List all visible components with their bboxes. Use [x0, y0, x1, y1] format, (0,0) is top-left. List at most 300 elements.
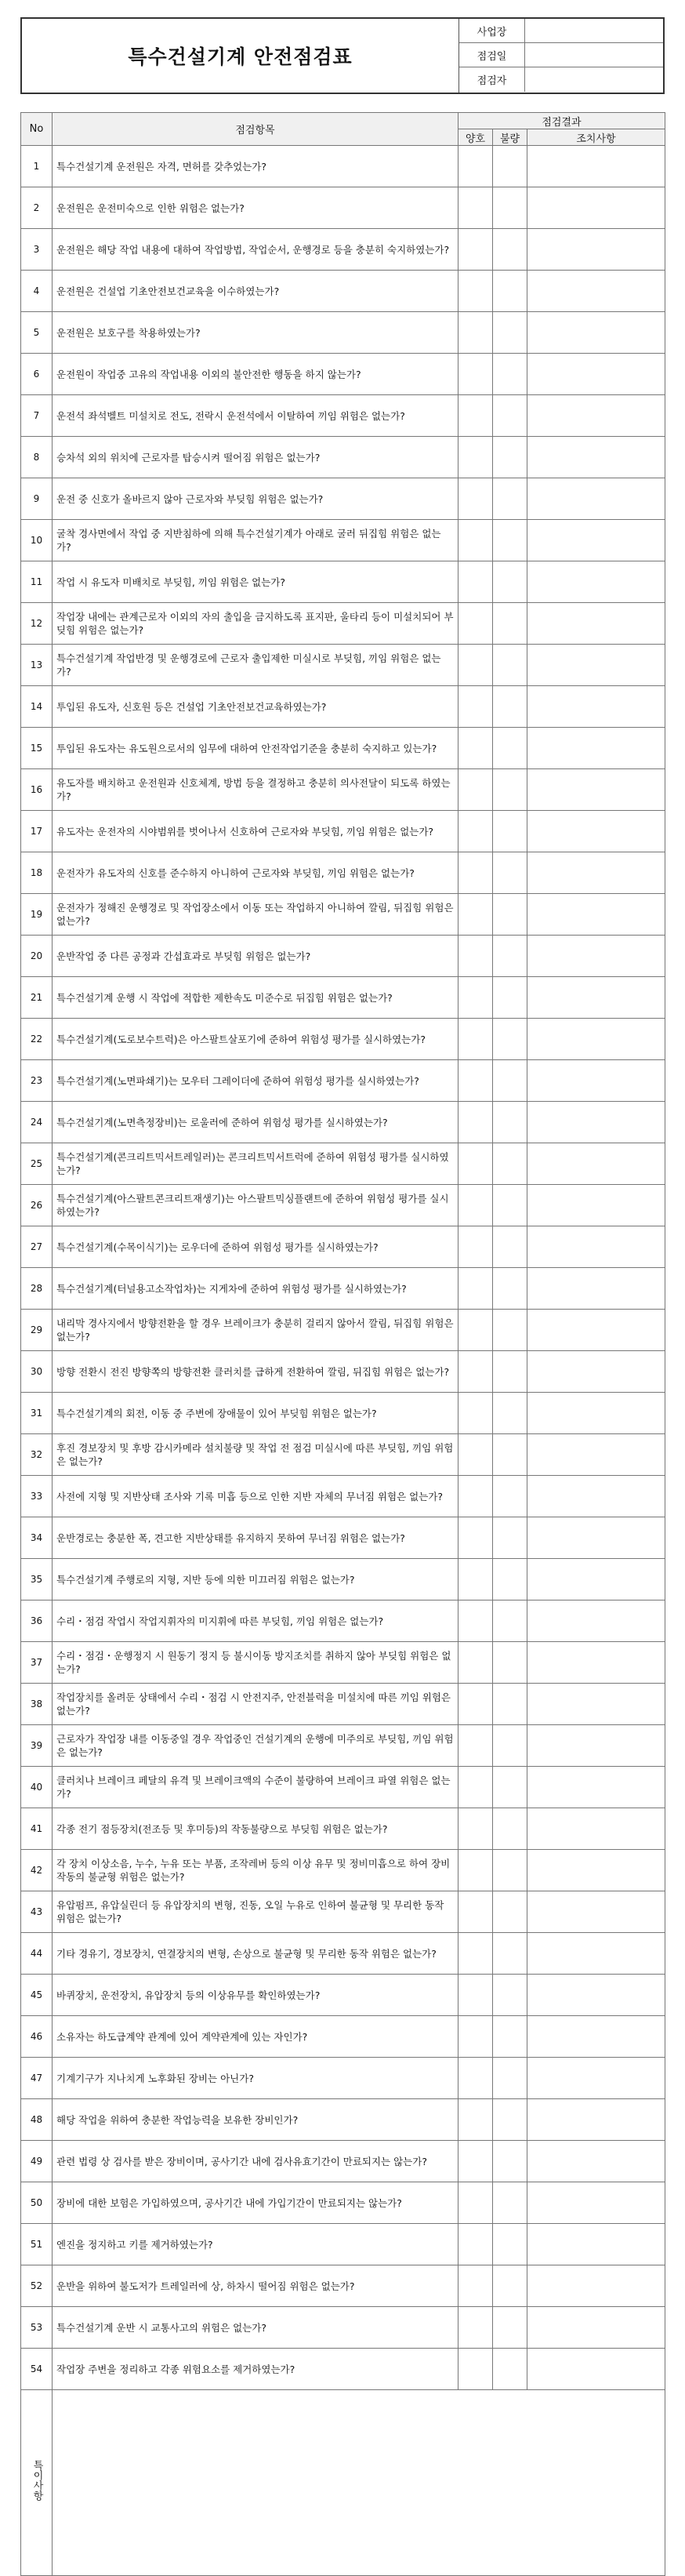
bad-check-cell[interactable]: [493, 2349, 527, 2390]
good-check-cell[interactable]: [458, 1891, 493, 1933]
bad-check-cell[interactable]: [493, 1060, 527, 1102]
action-cell[interactable]: [527, 1310, 665, 1351]
row-number: 38: [21, 1684, 53, 1725]
check-item-text: 특수건설기계(수목이식기)는 로우더에 준하여 위험성 평가를 실시하였는가?: [53, 1226, 458, 1268]
col-header-good: 양호: [458, 129, 493, 146]
inspector-row: [459, 67, 663, 92]
good-check-cell[interactable]: [458, 1559, 493, 1600]
check-item-text: 유도자를 배치하고 운전원과 신호체계, 방법 등을 결정하고 충분히 의사전달이 되도록 하였는가?: [53, 769, 458, 811]
bad-check-cell[interactable]: [493, 1642, 527, 1684]
check-item-text: 작업장 주변을 정리하고 각종 위험요소를 제거하였는가?: [53, 2349, 458, 2390]
action-cell[interactable]: [527, 977, 665, 1019]
bad-check-cell[interactable]: [493, 2182, 527, 2224]
action-cell[interactable]: [527, 2016, 665, 2058]
table-row: [21, 2224, 665, 2265]
good-check-cell[interactable]: [458, 1600, 493, 1642]
special-notes-field[interactable]: [53, 2390, 665, 2576]
col-header-item: 점검항목: [53, 113, 458, 146]
good-check-cell[interactable]: [458, 1102, 493, 1143]
date-label: 점검일: [459, 43, 525, 67]
good-check-cell[interactable]: [458, 1933, 493, 1975]
document-title: 특수건설기계 안전점검표: [22, 19, 459, 93]
bad-check-cell[interactable]: [493, 2141, 527, 2182]
good-check-cell[interactable]: [458, 1310, 493, 1351]
table-row: [21, 187, 665, 229]
check-item-text: 소유자는 하도급계약 관계에 있어 계약관계에 있는 자인가?: [53, 2016, 458, 2058]
table-row: [21, 1102, 665, 1143]
check-item-text: 유압펌프, 유압실린더 등 유압장치의 변형, 진동, 오일 누유로 인하여 불균형 및 무리한 동작 위험은 없는가?: [53, 1891, 458, 1933]
check-item-text: 승차석 외의 위치에 근로자를 탑승시켜 떨어짐 위험은 없는가?: [53, 437, 458, 478]
action-cell[interactable]: [527, 728, 665, 769]
good-check-cell[interactable]: [458, 1185, 493, 1226]
row-number: 4: [21, 271, 53, 312]
action-cell[interactable]: [527, 1684, 665, 1725]
bad-check-cell[interactable]: [493, 1310, 527, 1351]
good-check-cell[interactable]: [458, 2265, 493, 2307]
bad-check-cell[interactable]: [493, 894, 527, 936]
table-row: [21, 146, 665, 187]
table-row: [21, 2307, 665, 2349]
bad-check-cell[interactable]: [493, 977, 527, 1019]
bad-check-cell[interactable]: [493, 2099, 527, 2141]
bad-check-cell[interactable]: [493, 437, 527, 478]
check-item-text: 후진 경보장치 및 후방 감시카메라 설치불량 및 작업 전 점검 미실시에 따른 부딪힘, 끼임 위험은 없는가?: [53, 1434, 458, 1476]
site-row: [459, 19, 663, 43]
action-cell[interactable]: [527, 2099, 665, 2141]
good-check-cell[interactable]: [458, 977, 493, 1019]
bad-check-cell[interactable]: [493, 1933, 527, 1975]
row-number: 14: [21, 686, 53, 728]
action-cell[interactable]: [527, 2307, 665, 2349]
action-cell[interactable]: [527, 894, 665, 936]
table-row: [21, 1600, 665, 1642]
bad-check-cell[interactable]: [493, 2058, 527, 2099]
action-cell[interactable]: [527, 1351, 665, 1393]
bad-check-cell[interactable]: [493, 229, 527, 271]
bad-check-cell[interactable]: [493, 1725, 527, 1767]
action-cell[interactable]: [527, 1517, 665, 1559]
good-check-cell[interactable]: [458, 728, 493, 769]
check-item-text: 특수건설기계(콘크리트믹서트레일러)는 콘크리트믹서트럭에 준하여 위험성 평가를 실시하였는가?: [53, 1143, 458, 1185]
table-row: [21, 312, 665, 354]
good-check-cell[interactable]: [458, 603, 493, 645]
col-header-no: No: [21, 113, 53, 146]
special-notes-label: [21, 2390, 53, 2576]
good-check-cell[interactable]: [458, 478, 493, 520]
check-item-text: 작업장치를 올려둔 상태에서 수리・점검 시 안전지주, 안전블럭을 미설치에 따른 끼임 위험은 없는가?: [53, 1684, 458, 1725]
check-item-text: 엔진을 정지하고 키를 제거하였는가?: [53, 2224, 458, 2265]
good-check-cell[interactable]: [458, 1684, 493, 1725]
bad-check-cell[interactable]: [493, 686, 527, 728]
row-number: 41: [21, 1808, 53, 1850]
check-item-text: 기계기구가 지나치게 노후화된 장비는 아닌가?: [53, 2058, 458, 2099]
action-cell[interactable]: [527, 520, 665, 561]
good-check-cell[interactable]: [458, 852, 493, 894]
good-check-cell[interactable]: [458, 561, 493, 603]
action-cell[interactable]: [527, 1226, 665, 1268]
table-row: [21, 811, 665, 852]
bad-check-cell[interactable]: [493, 1600, 527, 1642]
action-cell[interactable]: [527, 1060, 665, 1102]
table-row: [21, 769, 665, 811]
row-number: 2: [21, 187, 53, 229]
check-item-text: 내리막 경사지에서 방향전환을 할 경우 브레이크가 충분히 걸리지 않아서 깔림, 뒤집힘 위험은 없는가?: [53, 1310, 458, 1351]
action-cell[interactable]: [527, 395, 665, 437]
action-cell[interactable]: [527, 1933, 665, 1975]
good-check-cell[interactable]: [458, 395, 493, 437]
good-check-cell[interactable]: [458, 894, 493, 936]
row-number: 13: [21, 645, 53, 686]
check-item-text: 사전에 지형 및 지반상태 조사와 기록 미흡 등으로 인한 지반 자체의 무너짐 위험은 없는가?: [53, 1476, 458, 1517]
bad-check-cell[interactable]: [493, 728, 527, 769]
check-item-text: 운전자가 유도자의 신호를 준수하지 아니하여 근로자와 부딪힘, 끼임 위험은 없는가?: [53, 852, 458, 894]
row-number: 21: [21, 977, 53, 1019]
table-row: [21, 271, 665, 312]
table-row: [21, 603, 665, 645]
action-cell[interactable]: [527, 603, 665, 645]
action-cell[interactable]: [527, 1476, 665, 1517]
good-check-cell[interactable]: [458, 1808, 493, 1850]
check-item-text: 바퀴장치, 운전장치, 유압장치 등의 이상유무를 확인하였는가?: [53, 1975, 458, 2016]
check-item-text: 작업 시 유도자 미배치로 부딪힘, 끼임 위험은 없는가?: [53, 561, 458, 603]
good-check-cell[interactable]: [458, 229, 493, 271]
good-check-cell[interactable]: [458, 1434, 493, 1476]
check-item-text: 운반경로는 충분한 폭, 견고한 지반상태를 유지하지 못하여 무너짐 위험은 없는가?: [53, 1517, 458, 1559]
table-row: [21, 1351, 665, 1393]
bad-check-cell[interactable]: [493, 1559, 527, 1600]
table-row: [21, 1268, 665, 1310]
col-header-bad: 불량: [493, 129, 527, 146]
good-check-cell[interactable]: [458, 1642, 493, 1684]
check-item-text: 운전 중 신호가 올바르지 않아 근로자와 부딪힘 위험은 없는가?: [53, 478, 458, 520]
check-item-text: 관련 법령 상 검사를 받은 장비이며, 공사기간 내에 검사유효기간이 만료되지는 않는가?: [53, 2141, 458, 2182]
check-item-text: 특수건설기계의 회전, 이동 중 주변에 장애물이 있어 부딪힘 위험은 없는가?: [53, 1393, 458, 1434]
check-item-text: 각종 전기 점등장치(전조등 및 후미등)의 작동불량으로 부딪힘 위험은 없는가?: [53, 1808, 458, 1850]
table-row: [21, 852, 665, 894]
check-item-text: 운반작업 중 다른 공정과 간섭효과로 부딪힘 위험은 없는가?: [53, 936, 458, 977]
good-check-cell[interactable]: [458, 2141, 493, 2182]
bad-check-cell[interactable]: [493, 811, 527, 852]
action-cell[interactable]: [527, 312, 665, 354]
row-number: 42: [21, 1850, 53, 1891]
table-row: [21, 2182, 665, 2224]
action-cell[interactable]: [527, 354, 665, 395]
good-check-cell[interactable]: [458, 2099, 493, 2141]
check-item-text: 특수건설기계 작업반경 및 운행경로에 근로자 출입제한 미실시로 부딪힘, 끼임 위험은 없는가?: [53, 645, 458, 686]
good-check-cell[interactable]: [458, 2016, 493, 2058]
special-notes-text: 특이사항: [31, 2459, 43, 2501]
good-check-cell[interactable]: [458, 1019, 493, 1060]
action-cell[interactable]: [527, 2349, 665, 2390]
bad-check-cell[interactable]: [493, 1434, 527, 1476]
good-check-cell[interactable]: [458, 2307, 493, 2349]
bad-check-cell[interactable]: [493, 2224, 527, 2265]
row-number: 27: [21, 1226, 53, 1268]
bad-check-cell[interactable]: [493, 395, 527, 437]
row-number: 43: [21, 1891, 53, 1933]
bad-check-cell[interactable]: [493, 187, 527, 229]
action-cell[interactable]: [527, 1808, 665, 1850]
bad-check-cell[interactable]: [493, 1019, 527, 1060]
action-cell[interactable]: [527, 1185, 665, 1226]
row-number: 5: [21, 312, 53, 354]
row-number: 53: [21, 2307, 53, 2349]
check-item-text: 특수건설기계 주행로의 지형, 지반 등에 의한 미끄러짐 위험은 없는가?: [53, 1559, 458, 1600]
row-number: 40: [21, 1767, 53, 1808]
table-row: [21, 1891, 665, 1933]
bad-check-cell[interactable]: [493, 1393, 527, 1434]
col-header-action: 조치사항: [527, 129, 665, 146]
table-row: [21, 2349, 665, 2390]
bad-check-cell[interactable]: [493, 1891, 527, 1933]
header-block: [20, 17, 665, 94]
row-number: 35: [21, 1559, 53, 1600]
action-cell[interactable]: [527, 852, 665, 894]
check-item-text: 특수건설기계 운행 시 작업에 적합한 제한속도 미준수로 뒤집힘 위험은 없는가?: [53, 977, 458, 1019]
bad-check-cell[interactable]: [493, 2016, 527, 2058]
site-field[interactable]: [525, 19, 663, 42]
action-cell[interactable]: [527, 1642, 665, 1684]
date-row: [459, 43, 663, 67]
good-check-cell[interactable]: [458, 1060, 493, 1102]
bad-check-cell[interactable]: [493, 1226, 527, 1268]
good-check-cell[interactable]: [458, 354, 493, 395]
action-cell[interactable]: [527, 2224, 665, 2265]
row-number: 46: [21, 2016, 53, 2058]
row-number: 49: [21, 2141, 53, 2182]
row-number: 48: [21, 2099, 53, 2141]
action-cell[interactable]: [527, 2265, 665, 2307]
table-row: [21, 1060, 665, 1102]
bad-check-cell[interactable]: [493, 1767, 527, 1808]
row-number: 32: [21, 1434, 53, 1476]
bad-check-cell[interactable]: [493, 603, 527, 645]
action-cell[interactable]: [527, 1143, 665, 1185]
bad-check-cell[interactable]: [493, 1102, 527, 1143]
table-row: [21, 1185, 665, 1226]
inspector-field[interactable]: [525, 67, 663, 92]
table-row: [21, 478, 665, 520]
check-item-text: 방향 전환시 전진 방향쪽의 방향전환 클러치를 급하게 전환하여 깔림, 뒤집힘 위험은 없는가?: [53, 1351, 458, 1393]
bad-check-cell[interactable]: [493, 271, 527, 312]
good-check-cell[interactable]: [458, 1351, 493, 1393]
row-number: 54: [21, 2349, 53, 2390]
action-cell[interactable]: [527, 1600, 665, 1642]
action-cell[interactable]: [527, 1434, 665, 1476]
bad-check-cell[interactable]: [493, 1476, 527, 1517]
table-row: [21, 1933, 665, 1975]
action-cell[interactable]: [527, 561, 665, 603]
action-cell[interactable]: [527, 686, 665, 728]
row-number: 30: [21, 1351, 53, 1393]
table-row: [21, 686, 665, 728]
check-item-text: 운전원은 건설업 기초안전보건교육을 이수하였는가?: [53, 271, 458, 312]
good-check-cell[interactable]: [458, 520, 493, 561]
bad-check-cell[interactable]: [493, 1143, 527, 1185]
good-check-cell[interactable]: [458, 2224, 493, 2265]
check-item-text: 장비에 대한 보험은 가입하였으며, 공사기간 내에 가입기간이 만료되지는 않는가?: [53, 2182, 458, 2224]
action-cell[interactable]: [527, 1559, 665, 1600]
action-cell[interactable]: [527, 229, 665, 271]
bad-check-cell[interactable]: [493, 1351, 527, 1393]
date-field[interactable]: [525, 43, 663, 67]
action-cell[interactable]: [527, 271, 665, 312]
site-label: 사업장: [459, 19, 525, 42]
table-row: [21, 1684, 665, 1725]
good-check-cell[interactable]: [458, 271, 493, 312]
good-check-cell[interactable]: [458, 2058, 493, 2099]
row-number: 10: [21, 520, 53, 561]
action-cell[interactable]: [527, 1268, 665, 1310]
bad-check-cell[interactable]: [493, 2307, 527, 2349]
bad-check-cell[interactable]: [493, 520, 527, 561]
good-check-cell[interactable]: [458, 686, 493, 728]
bad-check-cell[interactable]: [493, 936, 527, 977]
bad-check-cell[interactable]: [493, 1517, 527, 1559]
good-check-cell[interactable]: [458, 936, 493, 977]
row-number: 1: [21, 146, 53, 187]
bad-check-cell[interactable]: [493, 354, 527, 395]
good-check-cell[interactable]: [458, 1143, 493, 1185]
row-number: 31: [21, 1393, 53, 1434]
row-number: 26: [21, 1185, 53, 1226]
good-check-cell[interactable]: [458, 1725, 493, 1767]
good-check-cell[interactable]: [458, 312, 493, 354]
bad-check-cell[interactable]: [493, 312, 527, 354]
row-number: 37: [21, 1642, 53, 1684]
action-cell[interactable]: [527, 1767, 665, 1808]
action-cell[interactable]: [527, 811, 665, 852]
row-number: 23: [21, 1060, 53, 1102]
check-item-text: 작업장 내에는 관계근로자 이외의 자의 출입을 금지하도록 표지판, 울타리 등이 미설치되어 부딪힘 위험은 없는가?: [53, 603, 458, 645]
good-check-cell[interactable]: [458, 1226, 493, 1268]
bad-check-cell[interactable]: [493, 561, 527, 603]
good-check-cell[interactable]: [458, 769, 493, 811]
action-cell[interactable]: [527, 2141, 665, 2182]
row-number: 45: [21, 1975, 53, 2016]
row-number: 33: [21, 1476, 53, 1517]
check-item-text: 특수건설기계 운전원은 자격, 면허를 갖추었는가?: [53, 146, 458, 187]
check-item-text: 특수건설기계(노면파쇄기)는 모우터 그레이더에 준하여 위험성 평가를 실시하였는가?: [53, 1060, 458, 1102]
check-item-text: 수리・점검 작업시 작업지휘자의 미지휘에 따른 부딪힘, 끼임 위험은 없는가?: [53, 1600, 458, 1642]
row-number: 52: [21, 2265, 53, 2307]
action-cell[interactable]: [527, 146, 665, 187]
action-cell[interactable]: [527, 1019, 665, 1060]
action-cell[interactable]: [527, 1891, 665, 1933]
col-header-result: 점검결과: [458, 113, 665, 129]
row-number: 7: [21, 395, 53, 437]
action-cell[interactable]: [527, 769, 665, 811]
check-item-text: 투입된 유도자, 신호원 등은 건설업 기초안전보건교육하였는가?: [53, 686, 458, 728]
table-row: [21, 2016, 665, 2058]
table-row: [21, 1642, 665, 1684]
action-cell[interactable]: [527, 2058, 665, 2099]
good-check-cell[interactable]: [458, 1393, 493, 1434]
action-cell[interactable]: [527, 1850, 665, 1891]
row-number: 6: [21, 354, 53, 395]
good-check-cell[interactable]: [458, 1517, 493, 1559]
action-cell[interactable]: [527, 645, 665, 686]
good-check-cell[interactable]: [458, 1975, 493, 2016]
check-item-text: 특수건설기계(터널용고소작업차)는 지게차에 준하여 위험성 평가를 실시하였는가?: [53, 1268, 458, 1310]
table-row: [21, 977, 665, 1019]
action-cell[interactable]: [527, 1393, 665, 1434]
table-row: [21, 1975, 665, 2016]
bad-check-cell[interactable]: [493, 852, 527, 894]
table-row: [21, 2141, 665, 2182]
check-item-text: 수리・점검・운행정지 시 원동기 정지 등 불시이동 방지조치를 취하지 않아 부딪힘 위험은 없는가?: [53, 1642, 458, 1684]
row-number: 47: [21, 2058, 53, 2099]
row-number: 3: [21, 229, 53, 271]
good-check-cell[interactable]: [458, 1850, 493, 1891]
check-item-text: 운전원은 보호구를 착용하였는가?: [53, 312, 458, 354]
good-check-cell[interactable]: [458, 1476, 493, 1517]
table-row: [21, 2265, 665, 2307]
action-cell[interactable]: [527, 437, 665, 478]
action-cell[interactable]: [527, 1725, 665, 1767]
check-item-text: 근로자가 작업장 내를 이동중일 경우 작업중인 건설기계의 운행에 미주의로 부딪힘, 끼임 위험은 없는가?: [53, 1725, 458, 1767]
bad-check-cell[interactable]: [493, 1185, 527, 1226]
check-item-text: 각 장치 이상소음, 누수, 누유 또는 부품, 조작레버 등의 이상 유무 및 정비미흡으로 하여 장비작동의 불균형 위험은 없는가?: [53, 1850, 458, 1891]
action-cell[interactable]: [527, 2182, 665, 2224]
check-item-text: 특수건설기계(아스팔트콘크리트재생기)는 아스팔트믹싱플랜트에 준하여 위험성 평가를 실시하였는가?: [53, 1185, 458, 1226]
good-check-cell[interactable]: [458, 1767, 493, 1808]
row-number: 8: [21, 437, 53, 478]
bad-check-cell[interactable]: [493, 1975, 527, 2016]
table-row: [21, 437, 665, 478]
bad-check-cell[interactable]: [493, 478, 527, 520]
good-check-cell[interactable]: [458, 1268, 493, 1310]
row-number: 15: [21, 728, 53, 769]
check-item-text: 투입된 유도자는 유도원으로서의 임무에 대하여 안전작업기준을 충분히 숙지하고 있는가?: [53, 728, 458, 769]
bad-check-cell[interactable]: [493, 1808, 527, 1850]
table-row: [21, 354, 665, 395]
table-row: [21, 894, 665, 936]
action-cell[interactable]: [527, 1975, 665, 2016]
good-check-cell[interactable]: [458, 645, 493, 686]
bad-check-cell[interactable]: [493, 1850, 527, 1891]
table-row: [21, 1476, 665, 1517]
bad-check-cell[interactable]: [493, 1684, 527, 1725]
row-number: 19: [21, 894, 53, 936]
row-number: 28: [21, 1268, 53, 1310]
action-cell[interactable]: [527, 1102, 665, 1143]
action-cell[interactable]: [527, 478, 665, 520]
table-row: [21, 229, 665, 271]
action-cell[interactable]: [527, 187, 665, 229]
table-row: [21, 645, 665, 686]
checklist-body: [21, 146, 665, 2390]
row-number: 12: [21, 603, 53, 645]
good-check-cell[interactable]: [458, 187, 493, 229]
action-cell[interactable]: [527, 936, 665, 977]
good-check-cell[interactable]: [458, 146, 493, 187]
good-check-cell[interactable]: [458, 811, 493, 852]
bad-check-cell[interactable]: [493, 769, 527, 811]
good-check-cell[interactable]: [458, 2182, 493, 2224]
good-check-cell[interactable]: [458, 437, 493, 478]
bad-check-cell[interactable]: [493, 1268, 527, 1310]
row-number: 39: [21, 1725, 53, 1767]
bad-check-cell[interactable]: [493, 645, 527, 686]
bad-check-cell[interactable]: [493, 2265, 527, 2307]
table-row: [21, 1808, 665, 1850]
row-number: 44: [21, 1933, 53, 1975]
good-check-cell[interactable]: [458, 2349, 493, 2390]
check-item-text: 유도자는 운전자의 시야범위를 벗어나서 신호하여 근로자와 부딪힘, 끼임 위험은 없는가?: [53, 811, 458, 852]
table-row: [21, 561, 665, 603]
bad-check-cell[interactable]: [493, 146, 527, 187]
